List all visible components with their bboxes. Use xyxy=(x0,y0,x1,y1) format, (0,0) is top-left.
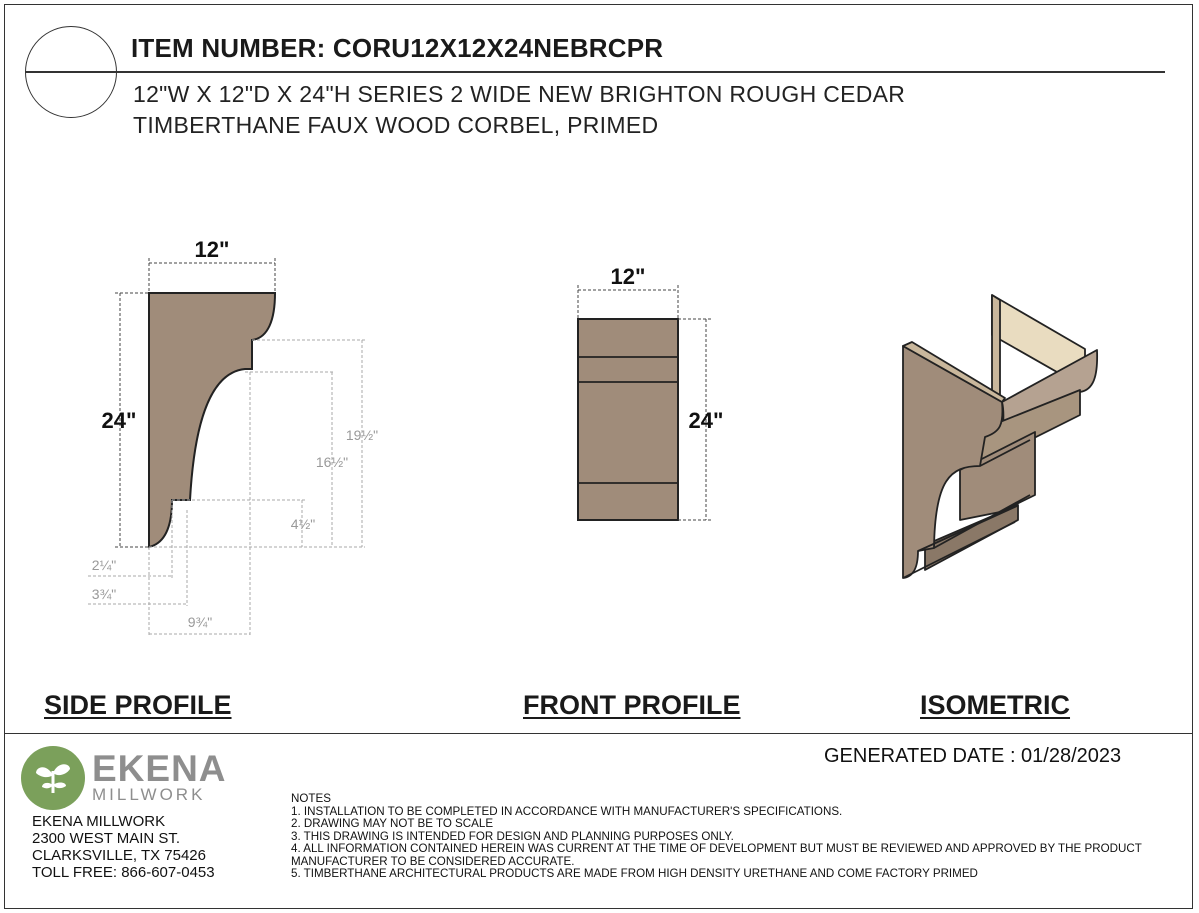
side-profile-view xyxy=(88,237,378,636)
front-profile-view xyxy=(578,264,723,520)
note-4: 4. ALL INFORMATION CONTAINED HEREIN WAS CURRENT AT THE TIME OF DEVELOPMENT BUT MUST BE REVIEWED AND APPROVED BY THE PRODUCT MANUFACTURER TO BE CONSIDERED ACCURATE. xyxy=(291,842,1142,868)
side-profile-shape xyxy=(149,293,275,547)
note-3: 3. THIS DRAWING IS INTENDED FOR DESIGN AND PLANNING PURPOSES ONLY. xyxy=(291,829,734,843)
side-dim-3-75: 3¾" xyxy=(91,586,117,602)
notes-block xyxy=(291,793,1181,881)
front-width-dim: 12" xyxy=(610,264,646,289)
side-dim-9-75: 9¾" xyxy=(187,614,213,630)
side-height-dim: 24" xyxy=(101,408,137,433)
side-dim-2-25: 2¼" xyxy=(91,557,117,573)
note-1: 1. INSTALLATION TO BE COMPLETED IN ACCORDANCE WITH MANUFACTURER'S SPECIFICATIONS. xyxy=(291,804,843,818)
notes-title: NOTES xyxy=(291,792,331,805)
side-dim-16-5: 16½" xyxy=(315,454,349,470)
brand-subtitle: MILLWORK xyxy=(92,785,206,804)
brand-name: EKENA xyxy=(92,748,227,789)
isometric-label: ISOMETRIC xyxy=(920,690,1071,720)
address-line-2: CLARKSVILLE, TX 75426 xyxy=(32,847,206,864)
phone-number: TOLL FREE: 866-607-0453 xyxy=(32,864,215,881)
side-dim-4-5: 4½" xyxy=(290,516,316,532)
item-number: ITEM NUMBER: CORU12X12X24NEBRCPR xyxy=(131,33,664,63)
front-height-dim: 24" xyxy=(688,408,724,433)
side-dim-19-5: 19½" xyxy=(345,427,379,443)
generated-date: GENERATED DATE : 01/28/2023 xyxy=(824,745,1122,767)
side-profile-label: SIDE PROFILE xyxy=(44,690,232,720)
front-profile-label: FRONT PROFILE xyxy=(523,690,741,720)
isometric-view xyxy=(903,295,1097,578)
front-profile-shape xyxy=(578,319,678,520)
note-2: 2. DRAWING MAY NOT BE TO SCALE xyxy=(291,817,494,830)
note-5: 5. TIMBERTHANE ARCHITECTURAL PRODUCTS ARE MADE FROM HIGH DENSITY URETHANE AND COME FACTORY PRIMED xyxy=(291,867,978,880)
company-name: EKENA MILLWORK xyxy=(32,813,166,830)
description-line-2: TIMBERTHANE FAUX WOOD CORBEL, PRIMED xyxy=(133,112,659,138)
ekena-leaf-logo-icon xyxy=(20,745,86,811)
side-width-dim: 12" xyxy=(194,237,230,262)
footer-divider xyxy=(4,733,1193,734)
address-line-1: 2300 WEST MAIN ST. xyxy=(32,830,181,847)
description-line-1: 12"W X 12"D X 24"H SERIES 2 WIDE NEW BRIGHTON ROUGH CEDAR xyxy=(133,81,906,107)
